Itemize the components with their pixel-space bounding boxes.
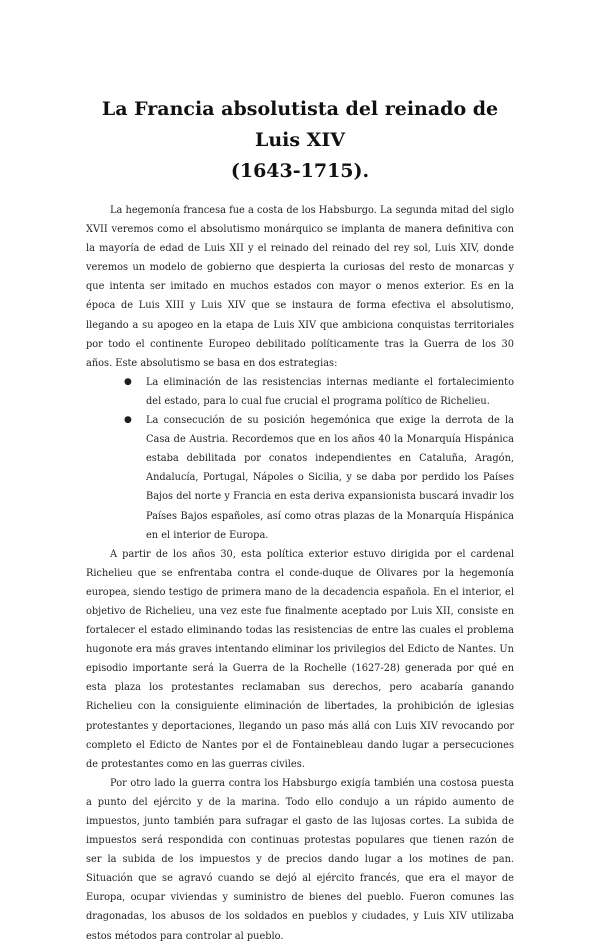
bullet-icon: ● [124, 415, 132, 426]
title-line-2: (1643-1715). [230, 160, 370, 182]
document-page [86, 94, 514, 946]
document-title [86, 94, 514, 187]
paragraph-richelieu: A partir de los años 30, esta política exterior estuvo dirigida por el cardenal Richelieu que se enfrentaba contra el conde-duque de Olivares por la hegemonía europea, siendo testigo de primera mano de la decadencia española. En el interior, el objetivo de Richelieu, una vez este fue finalmente aceptado por Luis XII, consiste en fortalecer el estado eliminando todas las resistencias de entre las cuales el problema hugonote era más graves intentando eliminar los privilegios del Edicto de Nantes. Un episodio importante será la Guerra de la Rochelle (1627-28) generada por qué en esta plaza los protestantes reclamaban sus derechos, pero acabaría ganando Richelieu con la consiguiente eliminación de libertades, la prohibición de iglesias protestantes y deportaciones, llegando un paso más allá con Luis XIV revocando por completo el Edicto de Nantes por el de Fontainebleau dando lugar a persecuciones de protestantes como en las guerras civiles. [86, 548, 514, 770]
list-item [124, 373, 514, 411]
paragraph-habsburg-war: Por otro lado la guerra contra los Habsburgo exigía también una costosa puesta a punto del ejército y de la marina. Todo ello condujo a un rápido aumento de impuestos, junto también para sufragar el gasto de las lujosas cortes. La subida de impuestos será respondida con continuas protestas populares que tienen razón de ser la subida de los impuestos y de precios dando lugar a los motines de pan. Situación que se agravó cuando se dejó al ejército francés, que era el mayor de Europa, ocupar viviendas y suministro de bienes del pueblo. Fueron comunes las dragonadas, los abusos de los soldados en pueblos y ciudades, y Luis XIV utilizaba estos métodos para controlar al pueblo. [86, 777, 514, 942]
paragraph-intro: La hegemonía francesa fue a costa de los Habsburgo. La segunda mitad del siglo XVII veremos como el absolutismo monárquico se implanta de manera definitiva con la mayoría de edad de Luis XII y el reinado del reinado del rey sol, Luis XIV, donde veremos un modelo de gobierno que despierta la curiosas del resto de monarcas y que intenta ser imitado en muchos estados con mayor o menos exterior. Es en la época de Luis XIII y Luis XIV que se instaura de forma efectiva el absolutismo, llegando a su apogeo en la etapa de Luis XIV que ambiciona conquistas territoriales por todo el continente Europeo debilitado políticamente tras la Guerra de los 30 años. Este absolutismo se basa en dos estrategias: [86, 205, 514, 369]
strategies-list [86, 373, 514, 545]
title-line-1: La Francia absolutista del reinado de Luis XIV [101, 98, 499, 151]
list-item-text: La eliminación de las resistencias internas mediante el fortalecimiento del estado, para lo cual fue crucial el programa político de Richelieu. [146, 376, 514, 407]
list-item [124, 411, 514, 545]
list-item-text: La consecución de su posición hegemónica que exige la derrota de la Casa de Austria. Recordemos que en los años 40 la Monarquía Hispánica estaba debilitada por conatos independientes en Cataluña, Aragón, Andalucía, Portugal, Nápoles o Sicilia, y se daba por perdido los Países Bajos del norte y Francia en esta deriva expansionista buscará invadir los Países Bajos españoles, así como otras plazas de la Monarquía Hispánica en el interior de Europa. [146, 415, 514, 541]
bullet-icon: ● [124, 376, 132, 387]
